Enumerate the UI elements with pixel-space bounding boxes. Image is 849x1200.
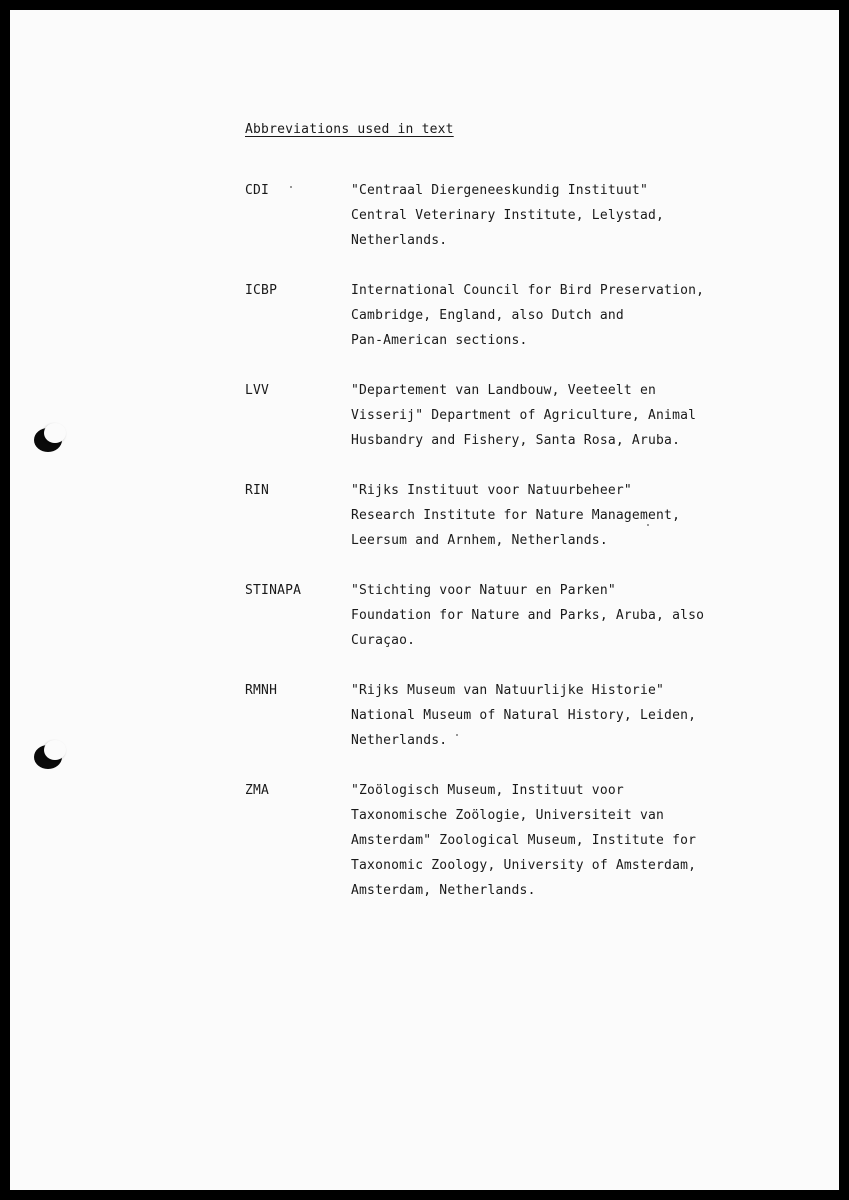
page-title: Abbreviations used in text (245, 122, 454, 137)
description-line: Amsterdam, Netherlands. (351, 883, 536, 898)
abbreviation-description (351, 478, 751, 553)
description-line: "Rijks Museum van Natuurlijke Historie" (351, 683, 665, 698)
description-line: Foundation for Nature and Parks, Aruba, also (351, 608, 705, 623)
description-line: "Centraal Diergeneeskundig Instituut" (351, 183, 648, 198)
description-line: Taxonomic Zoology, University of Amsterdam, (351, 858, 697, 873)
punch-hole-upper (34, 428, 62, 452)
punch-hole-lower (34, 745, 62, 769)
abbreviation-code: ICBP (245, 283, 278, 298)
abbreviation-code: ZMA (245, 783, 270, 798)
description-line: Pan-American sections. (351, 333, 528, 348)
abbreviation-description (351, 378, 751, 453)
description-line: "Zoölogisch Museum, Instituut voor (351, 783, 624, 798)
description-line: "Stichting voor Natuur en Parken" (351, 583, 616, 598)
description-line: "Rijks Instituut voor Natuurbeheer" (351, 483, 632, 498)
abbreviation-description (351, 678, 751, 753)
description-line: Husbandry and Fishery, Santa Rosa, Aruba. (351, 433, 681, 448)
paper-speck (290, 186, 292, 188)
abbreviation-description (351, 278, 751, 353)
abbreviation-code: LVV (245, 383, 270, 398)
abbreviation-description (351, 578, 751, 653)
description-line: Curaçao. (351, 633, 416, 648)
description-line: Amsterdam" Zoological Museum, Institute for (351, 833, 697, 848)
description-line: Netherlands. (351, 233, 448, 248)
abbreviation-description (351, 778, 751, 903)
description-line: Leersum and Arnhem, Netherlands. (351, 533, 608, 548)
description-line: Visserij" Department of Agriculture, Animal (351, 408, 697, 423)
description-line: "Departement van Landbouw, Veeteelt en (351, 383, 657, 398)
description-line: Taxonomische Zoölogie, Universiteit van (351, 808, 665, 823)
abbreviation-code: STINAPA (245, 583, 302, 598)
description-line: Cambridge, England, also Dutch and (351, 308, 624, 323)
description-line: International Council for Bird Preservation, (351, 283, 705, 298)
paper-speck (647, 524, 649, 526)
paper-speck (456, 734, 458, 736)
description-line: Central Veterinary Institute, Lelystad, (351, 208, 665, 223)
abbreviation-code: RMNH (245, 683, 278, 698)
abbreviation-description (351, 178, 751, 253)
description-line: Netherlands. (351, 733, 448, 748)
document-page (10, 10, 839, 1190)
description-line: Research Institute for Nature Management, (351, 508, 681, 523)
description-line: National Museum of Natural History, Leiden, (351, 708, 697, 723)
abbreviation-code: RIN (245, 483, 270, 498)
abbreviation-code: CDI (245, 183, 270, 198)
